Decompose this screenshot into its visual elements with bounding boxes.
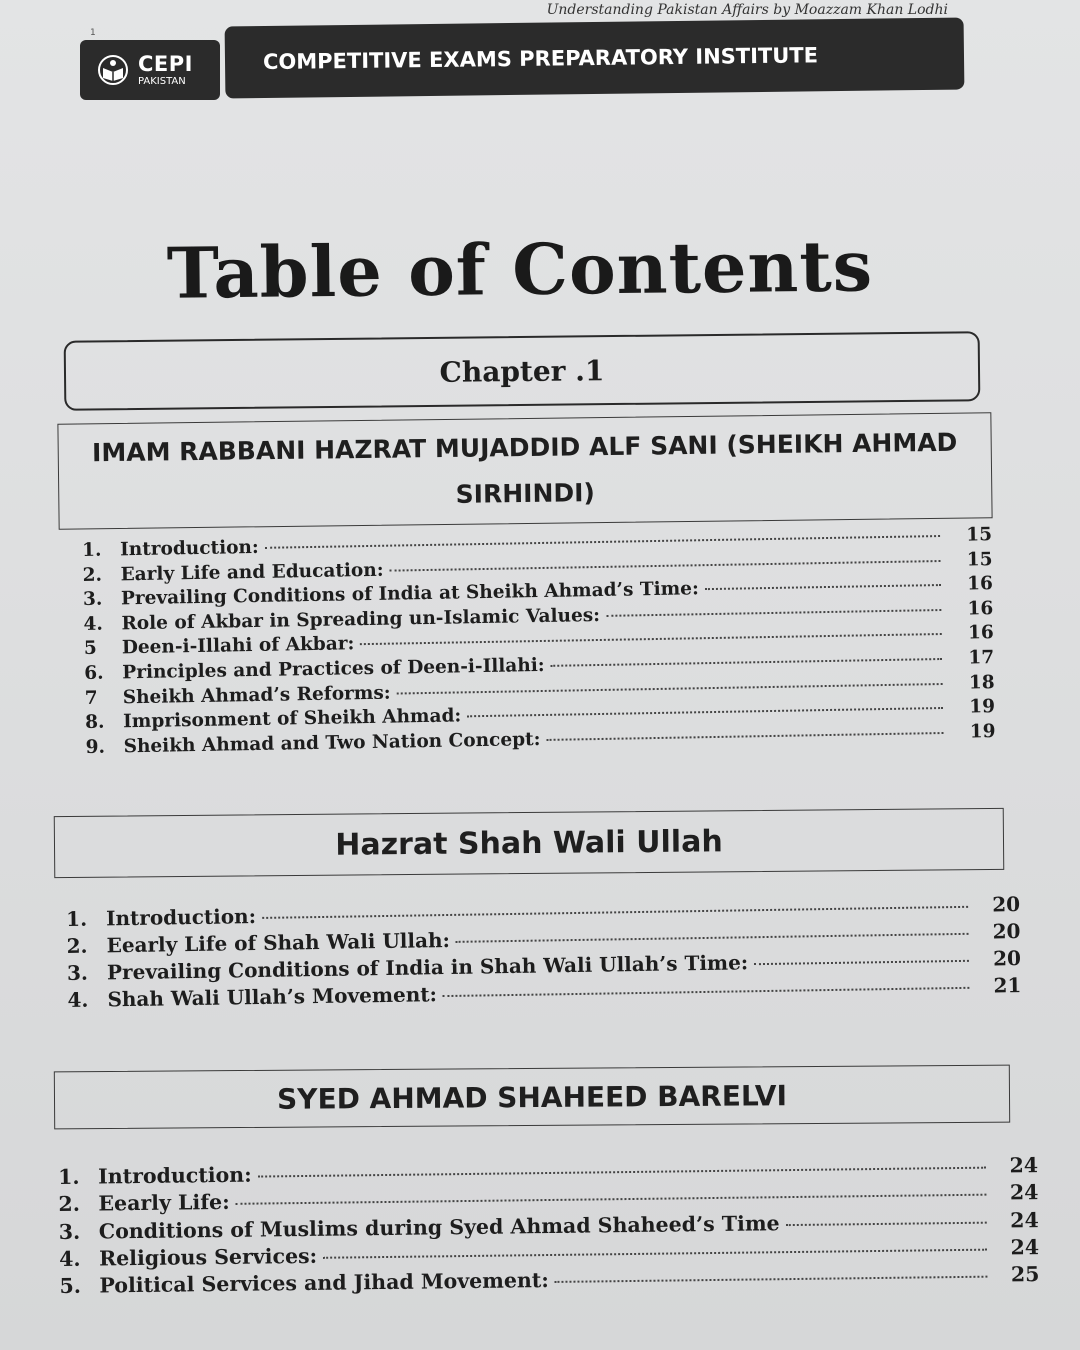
toc-leader-dots bbox=[262, 906, 968, 919]
toc-leader-dots bbox=[390, 560, 941, 572]
toc-entry-page: 21 bbox=[993, 973, 1022, 998]
toc-entry-page: 24 bbox=[1009, 1180, 1039, 1205]
toc-entry-title: Prevailing Conditions of India at Sheikh Ahmad’s Time: bbox=[120, 578, 700, 610]
toc-entry-title: Deen-i-Illahi of Akbar: bbox=[121, 633, 355, 659]
toc-entry-page: 24 bbox=[1010, 1234, 1040, 1260]
book-icon bbox=[96, 54, 130, 86]
toc-entry-number: 1. bbox=[82, 539, 102, 561]
toc-entry-number: 4. bbox=[83, 613, 103, 635]
toc-leader-dots bbox=[754, 960, 969, 965]
toc-entry-title: Sheikh Ahmad’s Reforms: bbox=[122, 682, 391, 708]
toc-entry-number: 4. bbox=[67, 987, 89, 1012]
toc-entry-number: 3. bbox=[66, 960, 89, 985]
toc-entry-page: 15 bbox=[966, 524, 993, 546]
toc-entry-number: 9. bbox=[85, 736, 106, 758]
toc-entry-page: 16 bbox=[966, 573, 994, 595]
toc-entry-number: 5 bbox=[83, 638, 97, 660]
toc-entry-page: 24 bbox=[1009, 1153, 1039, 1178]
toc-entry-page: 25 bbox=[1010, 1262, 1040, 1287]
toc-leader-dots bbox=[456, 933, 969, 943]
toc-entry-title: Principles and Practices of Deen-i-Illahi: bbox=[122, 654, 545, 684]
toc-entry-page: 18 bbox=[968, 671, 995, 694]
toc-entry-number: 1. bbox=[66, 906, 88, 931]
toc-entry-title: Religious Services: bbox=[98, 1243, 318, 1271]
toc-leader-dots bbox=[236, 1194, 987, 1205]
toc-entry-title: Introduction: bbox=[105, 904, 257, 931]
toc-entry-title: Prevailing Conditions of India in Shah Wali Ullah’s Time: bbox=[106, 950, 749, 985]
toc-entry-page: 19 bbox=[969, 720, 996, 743]
cepi-logo bbox=[80, 40, 220, 100]
toc-entry-number: 4. bbox=[59, 1246, 81, 1271]
toc-entry-number: 3. bbox=[58, 1219, 81, 1244]
logo-main-text: CEPI bbox=[138, 51, 193, 76]
toc-leader-dots bbox=[606, 609, 941, 617]
toc-leader-dots bbox=[443, 987, 969, 997]
toc-entry-page: 20 bbox=[992, 946, 1022, 971]
institute-title: COMPETITIVE EXAMS PREPARATORY INSTITUTE bbox=[225, 17, 965, 98]
toc-entry-title: Eearly Life: bbox=[98, 1190, 230, 1216]
toc-entry-page: 15 bbox=[966, 548, 993, 571]
toc-leader-dots bbox=[265, 535, 940, 549]
section-heading: IMAM RABBANI HAZRAT MUJADDID ALF SANI (SHEIKH AHMAD SIRHINDI) bbox=[57, 412, 992, 529]
toc-entry-number: 3. bbox=[82, 588, 103, 611]
toc-entry-page: 17 bbox=[968, 647, 995, 669]
toc-entry-number: 8. bbox=[85, 711, 105, 734]
toc-entry-title: Early Life and Education: bbox=[120, 559, 384, 585]
running-head: Understanding Pakistan Affairs by Moazzam Khan Lodhi bbox=[546, 2, 948, 18]
toc-leader-dots bbox=[467, 707, 943, 717]
toc-entry-number: 1. bbox=[58, 1164, 80, 1189]
page-title: Table of Contents bbox=[166, 224, 874, 315]
toc-list bbox=[66, 892, 1022, 1015]
toc-leader-dots bbox=[546, 732, 943, 741]
toc-entry-number: 5. bbox=[59, 1273, 82, 1299]
toc-leader-dots bbox=[397, 683, 943, 695]
chapter-heading: Chapter .1 bbox=[64, 331, 981, 411]
toc-entry-title: Conditions of Muslims during Syed Ahmad Shaheed’s Time bbox=[98, 1210, 780, 1244]
toc-entry-page: 16 bbox=[967, 622, 994, 644]
toc-entry-title: Shah Wali Ullah’s Movement: bbox=[107, 982, 438, 1012]
toc-list bbox=[58, 1153, 1040, 1301]
toc-entry-number: 2. bbox=[58, 1192, 81, 1217]
toc-entry-number: 6. bbox=[84, 662, 104, 684]
page-mark: 1 bbox=[90, 28, 96, 38]
toc-entry-title: Imprisonment of Sheikh Ahmad: bbox=[122, 705, 462, 733]
logo-sub-text: PAKISTAN bbox=[138, 75, 186, 87]
toc-leader-dots bbox=[555, 1276, 988, 1283]
toc-entry-page: 16 bbox=[967, 597, 994, 620]
toc-entry-page: 24 bbox=[1010, 1207, 1039, 1232]
toc-entry-title: Political Services and Jihad Movement: bbox=[99, 1268, 550, 1298]
toc-entry-page: 20 bbox=[992, 919, 1021, 944]
toc-entry-title: Introduction: bbox=[97, 1162, 252, 1189]
toc-entry-number: 2. bbox=[82, 564, 103, 586]
toc-list bbox=[82, 524, 996, 761]
section-heading: SYED AHMAD SHAHEED BARELVI bbox=[54, 1065, 1010, 1130]
toc-entry-page: 20 bbox=[992, 892, 1021, 917]
toc-leader-dots bbox=[258, 1167, 986, 1178]
toc-entry-number: 7 bbox=[84, 687, 98, 709]
toc-entry-title: Role of Akbar in Spreading un-Islamic Values: bbox=[121, 604, 601, 635]
toc-entry-page: 19 bbox=[969, 696, 996, 718]
toc-leader-dots bbox=[323, 1249, 987, 1259]
toc-leader-dots bbox=[705, 584, 941, 590]
institute-banner bbox=[80, 22, 964, 100]
toc-leader-dots bbox=[551, 658, 943, 667]
toc-leader-dots bbox=[786, 1221, 987, 1225]
section-heading: Hazrat Shah Wali Ullah bbox=[54, 808, 1005, 878]
toc-leader-dots bbox=[360, 633, 941, 645]
toc-entry-title: Eearly Life of Shah Wali Ullah: bbox=[106, 927, 451, 958]
toc-entry-number: 2. bbox=[66, 933, 88, 958]
toc-entry-title: Sheikh Ahmad and Two Nation Concept: bbox=[123, 728, 541, 758]
toc-entry-title: Introduction: bbox=[119, 536, 259, 561]
